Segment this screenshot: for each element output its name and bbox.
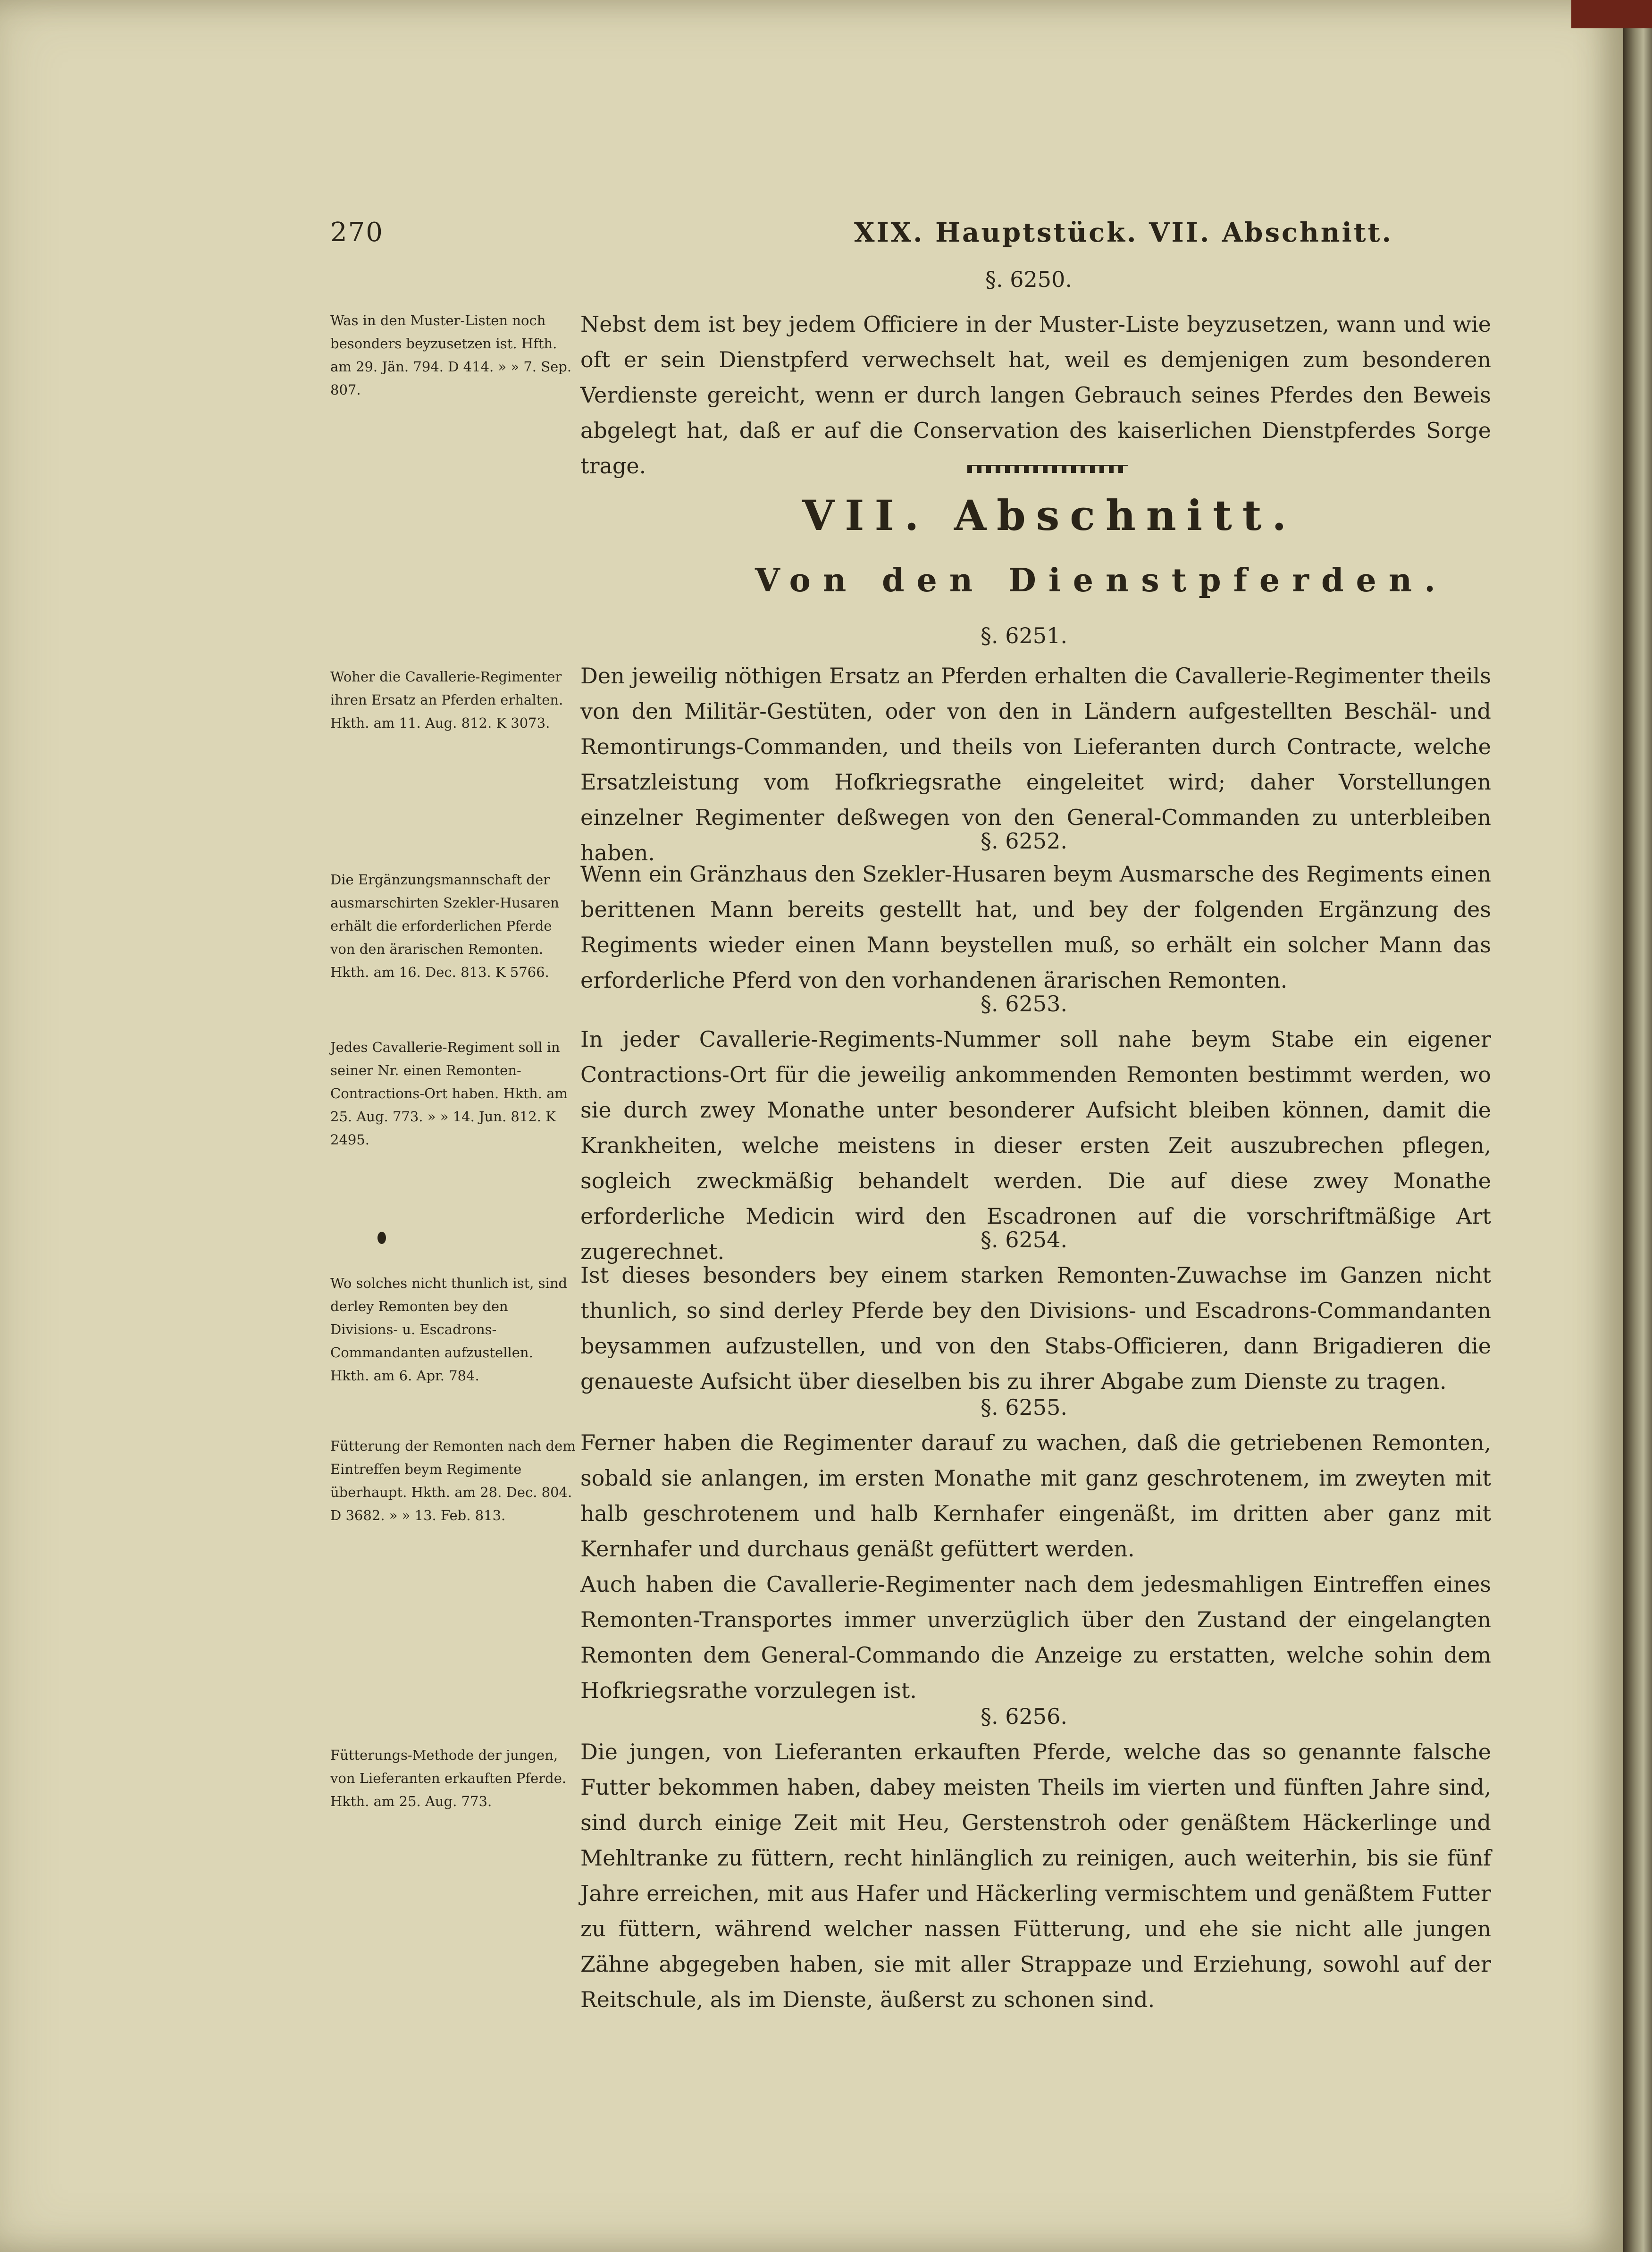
paragraph-6253: In jeder Cavallerie-Regiments-Nummer soll nahe beym Stabe ein eigener Contractions-Ort für die jeweilig ankommenden Remonten bestimmt werden, wo sie durch zwey Monathe unter besonderer Aufsicht bleiben können, damit die Krankheiten, welche meistens in dieser ersten Zeit auszubrechen pflegen, sogleich zweckmäßig behandelt werden. Die auf diese zwey Monathe erforderliche Medicin wird den Escadronen auf die vorschriftmäßige Art zugerechnet. <box>580 1026 1491 1264</box>
paragraph-number-6252: §. 6252. <box>981 828 1067 854</box>
margin-note-6252: Die Ergänzungsmannschaft der ausmarschirten Szekler-Husaren erhält die erforderlichen Pferde von den ärarischen Remonten. Hkth. am 16. Dec. 813. K 5766. <box>330 872 559 980</box>
paragraph-number-6251: §. 6251. <box>981 623 1067 648</box>
paragraph-6250: Nebst dem ist bey jedem Officiere in der Muster-Liste beyzusetzen, wann und wie oft er sein Dienstpferd verwechselt hat, weil es demjenigen zum besonderen Verdienste gereicht, wenn er durch langen Gebrauch seines Pferdes den Beweis abgelegt hat, daß er auf die Conservation des kaiserlichen Dienstpferdes Sorge trage. <box>580 311 1491 479</box>
book-spine-edge <box>1623 0 1652 2252</box>
paragraph-6255a: Ferner haben die Regimenter darauf zu wachen, daß die getriebenen Remonten, sobald sie anlangen, im ersten Monathe mit ganz geschrotenem, im zweyten mit halb geschrotenem und halb Kernhafer eingenäßt, im dritten aber ganz mit Kernhafer und durchaus genäßt gefüttert werden. <box>580 1430 1491 1562</box>
margin-note-6250: Was in den Muster-Listen noch besonders beyzusetzen ist. Hfth. am 29. Jän. 794. D 414. » » 7. Sep. 807. <box>330 312 572 398</box>
margin-note-6253: Jedes Cavallerie-Regiment soll in seiner Nr. einen Remonten-Contractions-Ort haben. Hkth. am 25. Aug. 773. » » 14. Jun. 812. K 2495. <box>330 1039 568 1148</box>
margin-note-6255: Fütterung der Remonten nach dem Eintreffen beym Regimente überhaupt. Hkth. am 28. Dec. 804. D 3682. » » 13. Feb. 813. <box>330 1438 576 1523</box>
margin-note-6251: Woher die Cavallerie-Regimenter ihren Ersatz an Pferden erhalten. Hkth. am 11. Aug. 812. K 3073. <box>330 669 563 731</box>
ink-mark <box>377 1232 386 1244</box>
chapter-title: VII. Abschnitt. <box>802 491 1297 540</box>
page-header <box>330 217 1538 260</box>
running-head: XIX. Hauptstück. VII. Abschnitt. <box>854 217 1393 248</box>
paragraph-6256: Die jungen, von Lieferanten erkauften Pferde, welche das so genannte falsche Futter bekommen haben, dabey meisten Theils im vierten und fünften Jahre sind, sind durch einige Zeit mit Heu, Gerstenstroh oder genäßtem Häckerlinge und Mehltranke zu füttern, recht hinlänglich zu reinigen, auch weiterhin, bis sie fünf Jahre erreichen, mit aus Hafer und Häckerling vermischtem und genäßtem Futter zu füttern, während welcher nassen Fütterung, und ehe sie nicht alle jungen Zähne abgegeben haben, sie mit aller Strappaze und Erziehung, sowohl auf der Reitschule, als im Dienste, äußerst zu schonen sind. <box>580 1739 1491 2012</box>
margin-note-6254: Wo solches nicht thunlich ist, sind derley Remonten bey den Divisions- u. Escadrons-Commandanten aufzustellen. Hkth. am 6. Apr. 784. <box>330 1275 568 1384</box>
paragraph-number-6254: §. 6254. <box>981 1227 1067 1252</box>
paragraph-6255b: Auch haben die Cavallerie-Regimenter nach dem jedesmahligen Eintreffen eines Remonten-Transportes immer unverzüglich über den Zustand der eingelangten Remonten dem General-Commando die Anzeige zu erstatten, welche sohin dem Hofkriegsrathe vorzulegen ist. <box>580 1571 1491 1703</box>
paragraph-number-6250: §. 6250. <box>985 267 1072 292</box>
page-number: 270 <box>330 217 384 248</box>
paragraph-number-6253: §. 6253. <box>981 991 1067 1017</box>
chapter-subtitle: Von den Dienstpferden. <box>755 562 1448 599</box>
section-divider-ornament <box>967 465 1128 473</box>
margin-note-6256: Fütterungs-Methode der jungen, von Lieferanten erkauften Pferde. Hkth. am 25. Aug. 773. <box>330 1747 567 1809</box>
paragraph-6251: Den jeweilig nöthigen Ersatz an Pferden erhalten die Cavallerie-Regimenter theils von den Militär-Gestüten, oder von den in Ländern aufgestellten Beschäl- und Remontirungs-Commanden, und theils von Lieferanten durch Contracte, welche Ersatzleistung vom Hofkriegsrathe eingeleitet wird; daher Vorstellungen einzelner Regimenter deßwegen von den General-Commanden zu unterbleiben haben. <box>580 663 1491 866</box>
paragraph-6254: Ist dieses besonders bey einem starken Remonten-Zuwachse im Ganzen nicht thunlich, so sind derley Pferde bey den Divisions- und Escadrons-Commandanten beysammen aufzustellen, und von den Stabs-Officieren, dann Brigadieren die genaueste Aufsicht über dieselben bis zu ihrer Abgabe zum Dienste zu tragen. <box>580 1262 1491 1394</box>
paragraph-number-6256: §. 6256. <box>981 1704 1067 1729</box>
red-edge-mark <box>1571 0 1652 28</box>
paragraph-number-6255: §. 6255. <box>981 1395 1067 1420</box>
paragraph-6252: Wenn ein Gränzhaus den Szekler-Husaren beym Ausmarsche des Regiments einen berittenen Mann bereits gestellt hat, und bey der folgenden Ergänzung des Regiments wieder einen Mann beystellen muß, so erhält ein solcher Mann das erforderliche Pferd von den vorhandenen ärarischen Remonten. <box>580 861 1491 993</box>
